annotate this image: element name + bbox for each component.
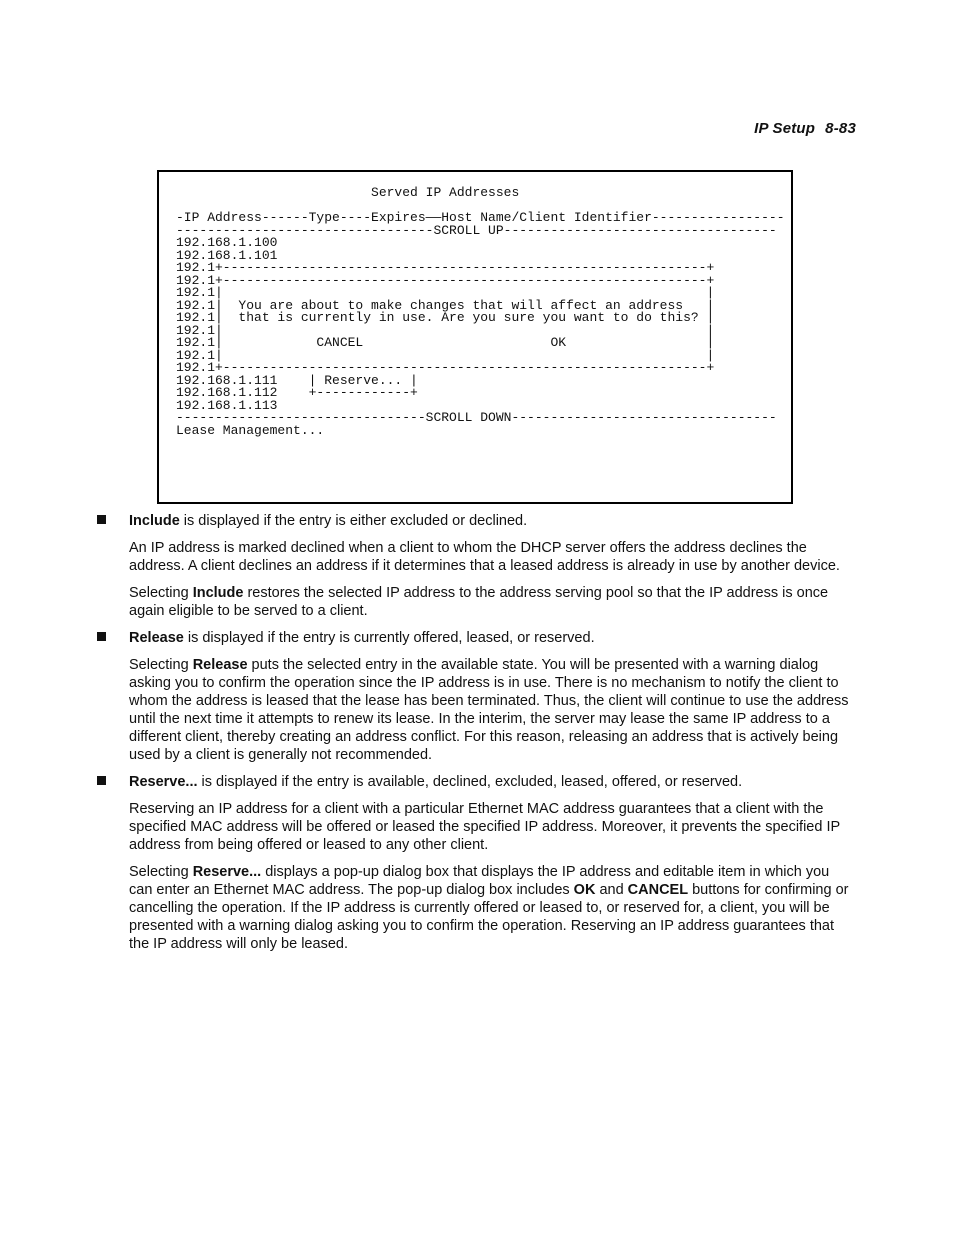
item-lead xyxy=(129,773,855,791)
page-number: 8-83 xyxy=(825,120,856,137)
item-term: Release xyxy=(192,657,248,673)
item-term: Reserve... xyxy=(192,864,262,880)
running-head xyxy=(754,120,856,137)
item-term: Reserve... xyxy=(129,774,198,790)
bullet-icon xyxy=(97,776,106,785)
terminal-screen-text: Served IP Addresses -IP Address------Type----Expires——Host Name/Client Identifier----------------- ---------------------------------SCROLL UP----------------------------------- 192.168.1.100 192.168.1.101 192.1+--------------------------------------------------------------+ 192.1+--------------------------------------------------------------+ 192.1| | 192.1| You are about to make changes that will affect an address | 192.1| that is currently in use. Are you sure you want to do this? | 192.1| | 192.1| CANCEL OK | 192.1| | 192.1+--------------------------------------------------------------+ 192.168.1.111 | Reserve... | 192.168.1.112 +------------+ 192.168.1.113 --------------------------------SCROLL DOWN---------------------------------- Lease Management... xyxy=(176,185,785,438)
item-paragraph xyxy=(129,863,855,953)
item-term: Include xyxy=(129,513,180,529)
item-paragraph xyxy=(129,584,855,620)
item-lead xyxy=(129,512,855,530)
text-run: Selecting xyxy=(129,864,193,880)
item-lead xyxy=(129,629,855,647)
item-paragraph: An IP address is marked declined when a client to whom the DHCP server offers the address declines the address. A client declines an address if it determines that a leased address is already in use by another device. xyxy=(129,540,840,574)
body-text xyxy=(0,512,954,953)
item-term: Include xyxy=(192,585,244,601)
text-run: Selecting xyxy=(129,657,193,673)
text-run: restores the selected IP address to the address serving pool so that the IP address is once again eligible to be served to a client. xyxy=(129,585,829,619)
text-run: Selecting xyxy=(129,585,193,601)
text-run: puts the selected entry in the available state. You will be presented with a warning dialog asking you to confirm the operation since the IP address is in use. There is no mechanism to notify the client to whom the address is leased that the lease has been terminated. Thus, the client will continue to use the address until the next time it attempts to renew its lease. In the interim, the server may lease the same IP address to a different client, thereby creating an address conflict. For this reason, releasing an address that is actively being used by a client is generally not recommended. xyxy=(129,657,849,763)
item-term: Release xyxy=(129,630,184,646)
list-item-include xyxy=(129,512,855,620)
list-item-release xyxy=(129,629,855,764)
terminal-screen xyxy=(157,170,793,504)
item-paragraph xyxy=(129,656,855,764)
item-term: OK xyxy=(573,882,596,898)
item-paragraph: Reserving an IP address for a client with a particular Ethernet MAC address guarantees that a client with the specified MAC address will be offered or leased the specified IP address. Moreover, it prevents the specified IP address from being offered or leased to any other client. xyxy=(129,801,840,853)
item-lead-text: is displayed if the entry is either excluded or declined. xyxy=(179,513,528,529)
text-run: and xyxy=(595,882,628,898)
bullet-icon xyxy=(97,515,106,524)
section-title: IP Setup xyxy=(754,120,816,137)
item-lead-text: is displayed if the entry is currently offered, leased, or reserved. xyxy=(183,630,595,646)
text-run: displays a pop-up dialog box that displays the IP address and editable item in which you can enter an Ethernet MAC address. The pop-up dialog box includes xyxy=(129,864,830,898)
item-term: CANCEL xyxy=(627,882,689,898)
item-lead-text: is displayed if the entry is available, declined, excluded, leased, offered, or reserved. xyxy=(197,774,743,790)
bullet-icon xyxy=(97,632,106,641)
list-item-reserve xyxy=(129,773,855,953)
text-run: buttons for confirming or cancelling the operation. If the IP address is currently offered or leased to, or reserved for, a client, you will be presented with a warning dialog asking you to confirm the operation. Reserving an IP address guarantees that the IP address will only be leased. xyxy=(129,882,849,952)
